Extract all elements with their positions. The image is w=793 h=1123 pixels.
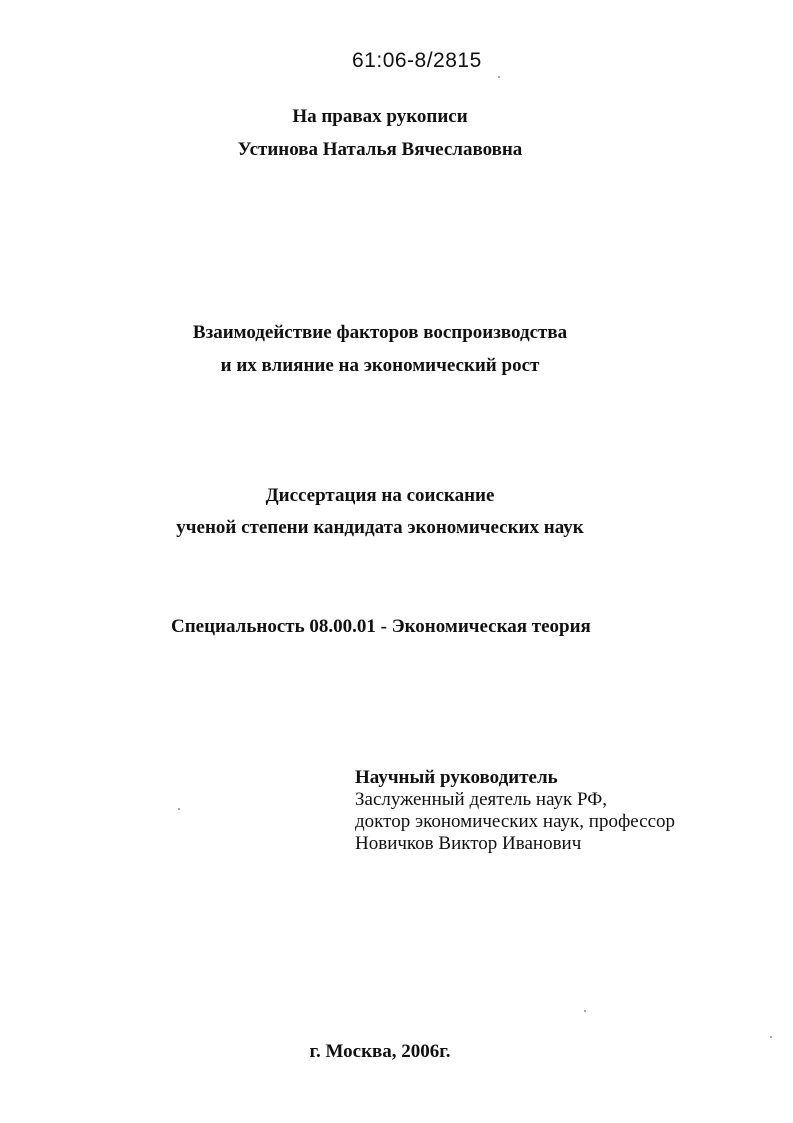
scan-speck	[498, 76, 500, 78]
scan-speck	[770, 1036, 772, 1038]
author-name: Устинова Наталья Вячеславовна	[237, 139, 523, 160]
supervisor-heading: Научный руководитель	[355, 767, 558, 788]
supervisor-degree: доктор экономических наук, профессор	[355, 811, 676, 832]
degree-line-2: ученой степени кандидата экономических наук	[176, 517, 584, 538]
title-line-1: Взаимодействие факторов воспроизводства	[192, 322, 568, 343]
archive-code: 61:06-8/2815	[352, 49, 482, 72]
rights-notice: На правах рукописи	[292, 106, 468, 127]
supervisor-name: Новичков Виктор Иванович	[355, 833, 582, 854]
scan-speck	[178, 808, 180, 810]
supervisor-title: Заслуженный деятель наук РФ,	[355, 789, 608, 810]
scan-speck	[584, 1010, 586, 1012]
place-year: г. Москва, 2006г.	[309, 1041, 451, 1062]
title-line-2: и их влияние на экономический рост	[220, 355, 540, 376]
specialty: Специальность 08.00.01 - Экономическая теория	[171, 616, 591, 637]
degree-line-1: Диссертация на соискание	[265, 485, 495, 506]
